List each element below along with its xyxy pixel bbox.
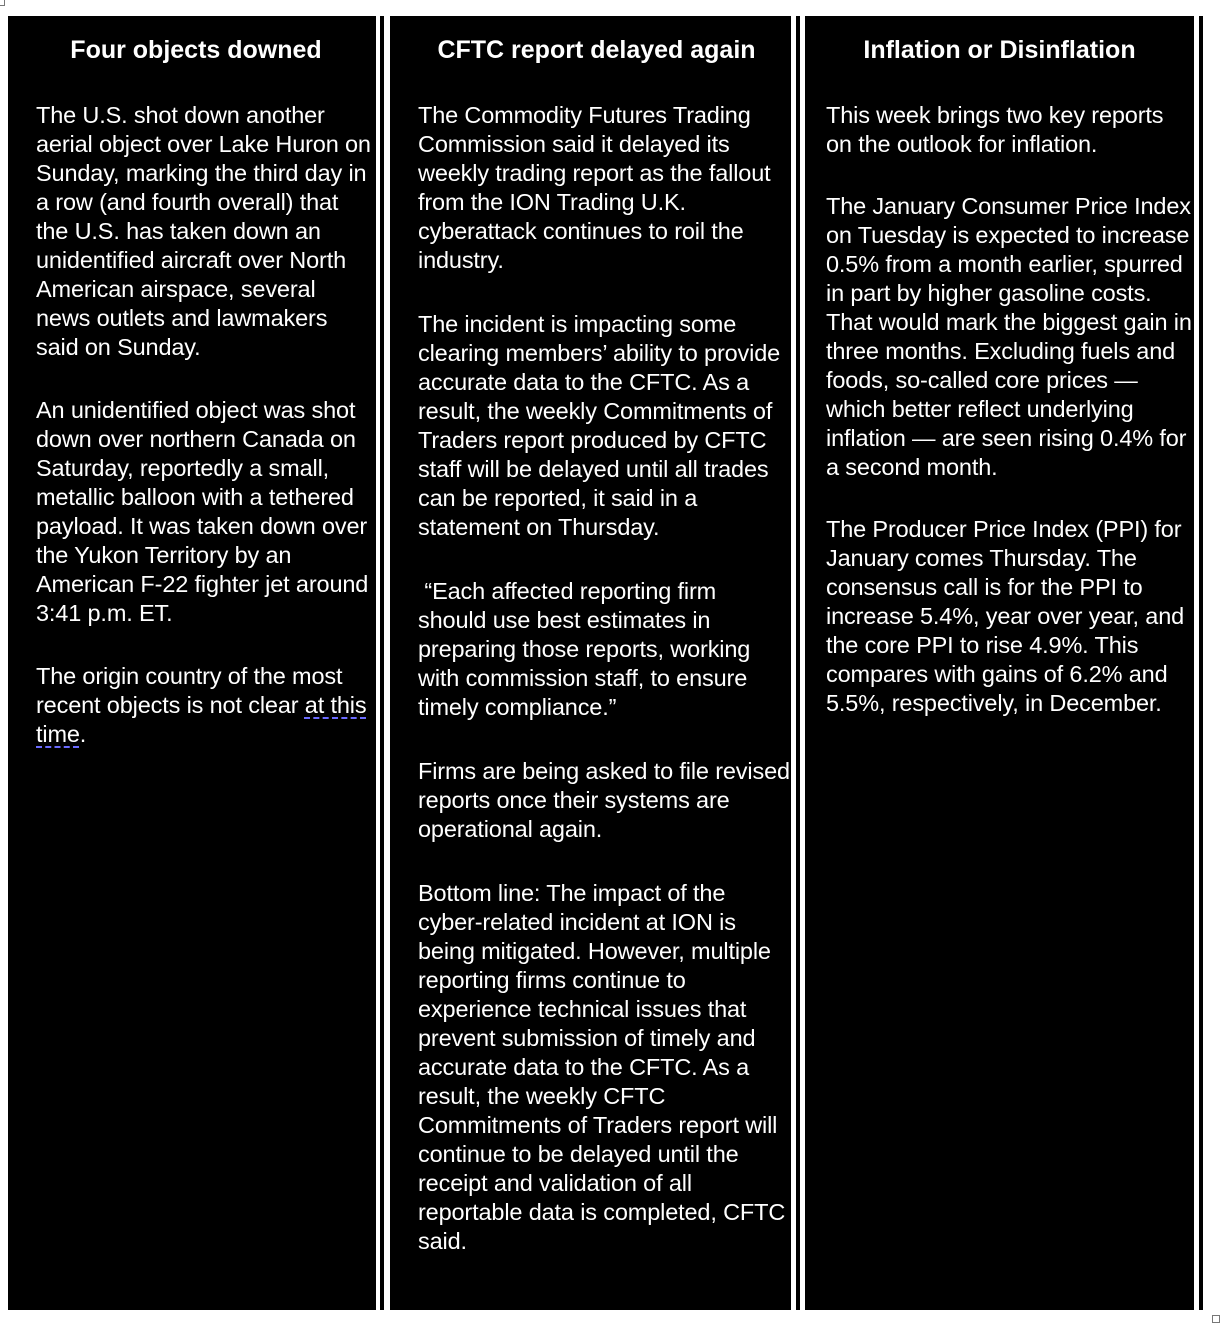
column-title: Inflation or Disinflation (863, 36, 1136, 64)
column-inflation-or-disinflation (805, 16, 1194, 1310)
column-body (826, 101, 1194, 751)
column-divider (1199, 16, 1203, 1310)
column-divider (380, 16, 384, 1310)
paragraph: “Each affected reporting firm should use best estimates in preparing those reports, working with commission staff, to ensure timely compliance.” (418, 578, 757, 720)
column-body (36, 101, 372, 783)
paragraph-text: . (79, 721, 87, 747)
paragraph: The incident is impacting some clearing members’ ability to provide accurate data to the CFTC. As a result, the weekly Commitments of Traders report produced by CFTC staff will be delayed until all trades can be reported, it said in a statement on Thursday. (418, 311, 781, 540)
paragraph: The Producer Price Index (PPI) for January comes Thursday. The consensus call is for the PPI to increase 5.4%, year over year, and the core PPI to rise 4.9%. This compares with gains of 6.2% and 5.5%, respectively, in December. (826, 516, 1185, 716)
page-corner-marker-top-left (0, 0, 5, 6)
paragraph-text: The origin country of the most recent objects is not clear (36, 663, 343, 718)
paragraph: This week brings two key reports on the outlook for inflation. (826, 102, 1164, 157)
column-cftc-report-delayed (390, 16, 791, 1310)
paragraph: Bottom line: The impact of the cyber-related incident at ION is being mitigated. However, multiple reporting firms continue to experience technical issues that prevent submission of timely and accurate data to the CFTC. As a result, the weekly CFTC Commitments of Traders report will continue to be delayed until the receipt and validation of all reportable data is completed, CFTC said. (418, 880, 786, 1254)
paragraph (36, 662, 372, 749)
paragraph: An unidentified object was shot down over northern Canada on Saturday, reportedly a small, metallic balloon with a tethered payload. It was taken down over the Yukon Territory by an American F-22 fighter jet around 3:41 p.m. ET. (36, 397, 369, 626)
column-divider (796, 16, 800, 1310)
paragraph: The Commodity Futures Trading Commission said it delayed its weekly trading report as the fallout from the ION Trading U.K. cyberattack continues to roil the industry. (418, 102, 771, 273)
paragraph: The U.S. shot down another aerial object over Lake Huron on Sunday, marking the third day in a row (and fourth overall) that the U.S. has taken down an unidentified aircraft over North American airspace, several news outlets and lawmakers said on Sunday. (36, 102, 371, 360)
column-body (418, 101, 790, 1291)
spellcheck-flagged-text[interactable]: at this time (36, 692, 367, 747)
paragraph: The January Consumer Price Index on Tuesday is expected to increase 0.5% from a month earlier, spurred in part by higher gasoline costs. That would mark the biggest gain in three months. Excluding fuels and foods, so-called core prices — which better reflect underlying inflation — are seen rising 0.4% for a second month. (826, 193, 1192, 480)
column-title: Four objects downed (70, 36, 322, 64)
column-four-objects-downed (8, 16, 376, 1310)
column-title: CFTC report delayed again (437, 36, 756, 64)
page-corner-marker-bottom-right (1212, 1315, 1220, 1323)
paragraph: Firms are being asked to file revised reports once their systems are operational again. (418, 758, 790, 842)
